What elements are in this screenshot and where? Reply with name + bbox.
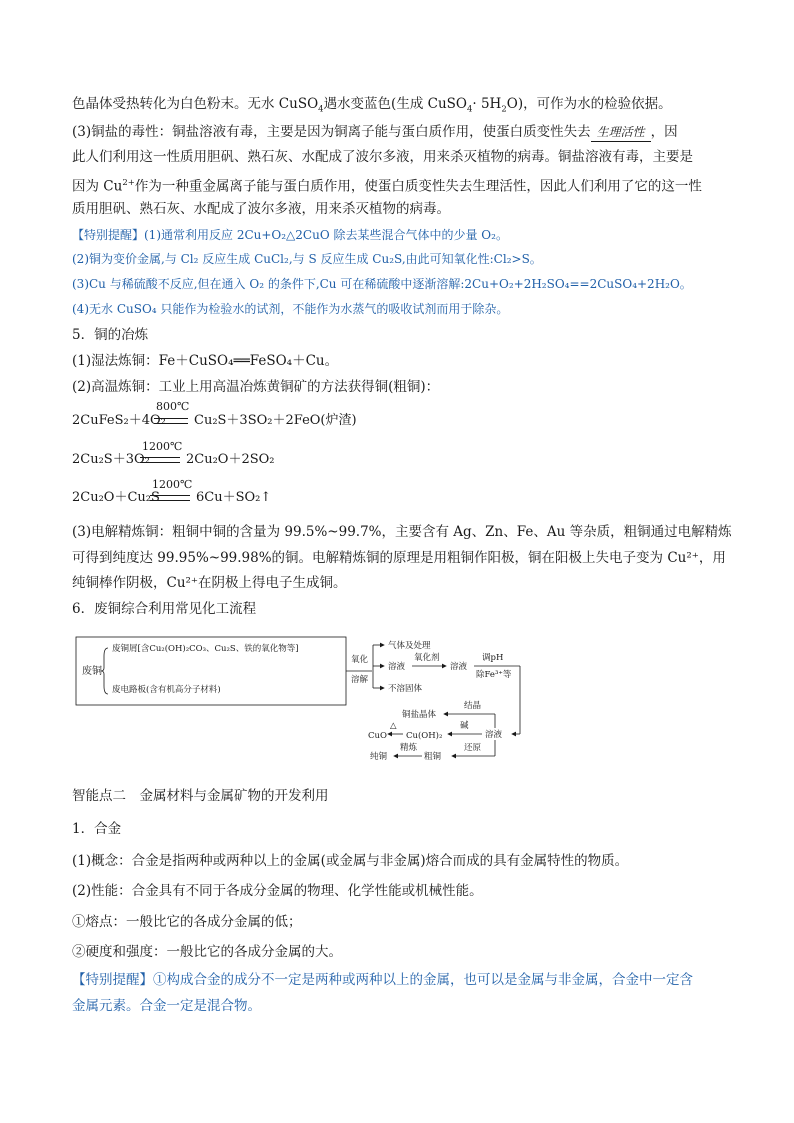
equation-left: 2Cu₂O＋Cu₂S	[72, 490, 160, 505]
subscript: 2	[501, 104, 507, 115]
flow-label-remove-fe: 除Fe³⁺等	[476, 670, 512, 680]
flow-label-oxidize: 氧化	[351, 655, 369, 665]
text-line: (1)湿法炼铜：Fe＋CuSO₄══FeSO₄＋Cu。	[72, 353, 339, 369]
tip-line: 金属元素。合金一定是混合物。	[72, 998, 261, 1014]
text-segment: O)，可作为水的检验依据。	[506, 96, 672, 112]
flow-label-crystallize: 结晶	[464, 701, 482, 711]
tip-line: 【特别提醒】(1)通常利用反应 2Cu+O₂△2CuO 除去某些混合气体中的少量 O₂。	[72, 228, 508, 242]
text-segment: 因为 Cu	[72, 178, 123, 195]
superscript: 2+	[122, 178, 135, 188]
text-line: (3)电解精炼铜：粗铜中铜的含量为 99.5%~99.7%，主要含有 Ag、Zn、Fe、Au 等杂质，粗铜通过电解精炼	[72, 524, 732, 540]
equation-double-line	[154, 418, 188, 424]
text-line	[72, 174, 702, 196]
flow-label-waste-copper: 废铜	[82, 666, 102, 677]
text-segment: ，因	[650, 124, 678, 140]
section-title: 5．铜的冶炼	[72, 327, 149, 343]
equation-left: 2CuFeS₂＋4O₂	[72, 413, 166, 428]
text-segment: 色晶体受热转化为白色粉末。无水 CuSO	[72, 96, 319, 112]
flow-label-reduce: 还原	[464, 743, 482, 753]
process-flow-diagram	[72, 628, 532, 773]
flow-label-cuo: CuO	[368, 731, 387, 741]
text-segment: 遇水变蓝色(生成 CuSO	[323, 96, 467, 112]
flow-label-crystal: 铜盐晶体	[402, 710, 437, 720]
text-line	[72, 123, 678, 142]
flow-label-oxidant: 氧化剂	[414, 653, 440, 663]
flow-label-scrap: 废铜屑[含Cu₂(OH)₂CO₃、Cu₂S、铁的氧化物等]	[112, 644, 299, 654]
fill-in-answer: 生理活性	[591, 123, 651, 142]
flow-label-cuoh2: Cu(OH)₂	[406, 731, 443, 741]
text-line: (2)高温炼铜：工业上用高温冶炼黄铜矿的方法获得铜(粗铜)：	[72, 379, 440, 395]
text-segment: · 5H	[472, 96, 502, 112]
flow-label-heat: △	[390, 721, 397, 731]
text-segment: (3)铜盐的毒性：铜盐溶液有毒，主要是因为铜离子能与蛋白质作用，使蛋白质变性失去	[72, 124, 591, 140]
flow-label-dissolve: 溶解	[351, 675, 369, 685]
text-line: 纯铜棒作阴极，Cu²⁺在阴极上得电子生成铜。	[72, 575, 347, 591]
flow-label-circuit: 废电路板(含有机高分子材料)	[112, 685, 221, 695]
flow-label-refine: 精炼	[400, 743, 418, 753]
equation-right: 6Cu＋SO₂↑	[196, 490, 272, 505]
text-line: (2)性能：合金具有不同于各成分金属的物理、化学性能或机械性能。	[72, 883, 483, 899]
text-line: 质用胆矾、熟石灰、水配成了波尔多液，用来杀灭植物的病毒。	[72, 201, 450, 217]
text-segment: 作为一种重金属离子能与蛋白质作用，使蛋白质变性失去生理活性，因此人们利用了它的这一性	[134, 178, 702, 195]
equation-condition: 1200℃	[152, 478, 193, 491]
section-title: 智能点二 金属材料与金属矿物的开发利用	[72, 788, 329, 804]
flow-label-solution: 溶液	[388, 662, 406, 672]
equation-condition: 800℃	[156, 400, 190, 413]
tip-line: (3)Cu 与稀硫酸不反应,但在通入 O₂ 的条件下,Cu 可在稀硫酸中逐渐溶解:2Cu+O₂+2H₂SO₄==2CuSO₄+2H₂O。	[72, 277, 692, 291]
flow-label-solid: 不溶固体	[388, 684, 423, 694]
equation-right: Cu₂S＋3SO₂＋2FeO(炉渣)	[194, 413, 357, 428]
text-line: ①熔点：一般比它的各成分金属的低；	[72, 914, 302, 930]
flow-label-adjust-ph: 调pH	[482, 653, 504, 663]
flow-label-base: 碱	[460, 721, 469, 731]
subsection-title: 1．合金	[72, 821, 122, 837]
equation-double-line	[150, 495, 190, 501]
flow-label-pure: 纯铜	[370, 752, 388, 762]
equation-left: 2Cu₂S＋3O₂	[72, 452, 150, 467]
equation-double-line	[140, 457, 180, 463]
text-line: ②硬度和强度：一般比它的各成分金属的大。	[72, 944, 342, 960]
section-title: 6．废铜综合利用常见化工流程	[72, 601, 257, 617]
equation-condition: 1200℃	[142, 440, 183, 453]
brace	[101, 648, 108, 694]
flow-label-solution: 溶液	[450, 662, 468, 672]
text-line: 此人们利用这一性质用胆矾、熟石灰、水配成了波尔多液，用来杀灭植物的病毒。铜盐溶液有毒，主要是	[72, 149, 693, 165]
flow-label-crude: 粗铜	[424, 752, 442, 762]
flow-label-solution-2: 溶液	[485, 730, 503, 740]
text-line: 可得到纯度达 99.95%~99.98%的铜。电解精炼铜的原理是用粗铜作阳极，铜在阳极上失电子变为 Cu²⁺，用	[72, 550, 726, 566]
subscript: 4	[466, 104, 473, 115]
tip-line: 【特别提醒】①构成合金的成分不一定是两种或两种以上的金属，也可以是金属与非金属，合金中一定含	[72, 972, 693, 988]
flow-label-gas: 气体及处理	[388, 641, 431, 651]
tip-line: (4)无水 CuSO₄ 只能作为检验水的试剂，不能作为水蒸气的吸收试剂而用于除杂。	[72, 302, 509, 316]
tip-line: (2)铜为变价金属,与 Cl₂ 反应生成 CuCl₂,与 S 反应生成 Cu₂S,由此可知氧化性:Cl₂>S。	[72, 252, 542, 266]
subscript: 4	[318, 104, 324, 115]
equation-right: 2Cu₂O＋2SO₂	[186, 452, 275, 467]
text-line: (1)概念：合金是指两种或两种以上的金属(或金属与非金属)熔合而成的具有金属特性的物质。	[72, 853, 629, 869]
text-line	[72, 95, 672, 119]
